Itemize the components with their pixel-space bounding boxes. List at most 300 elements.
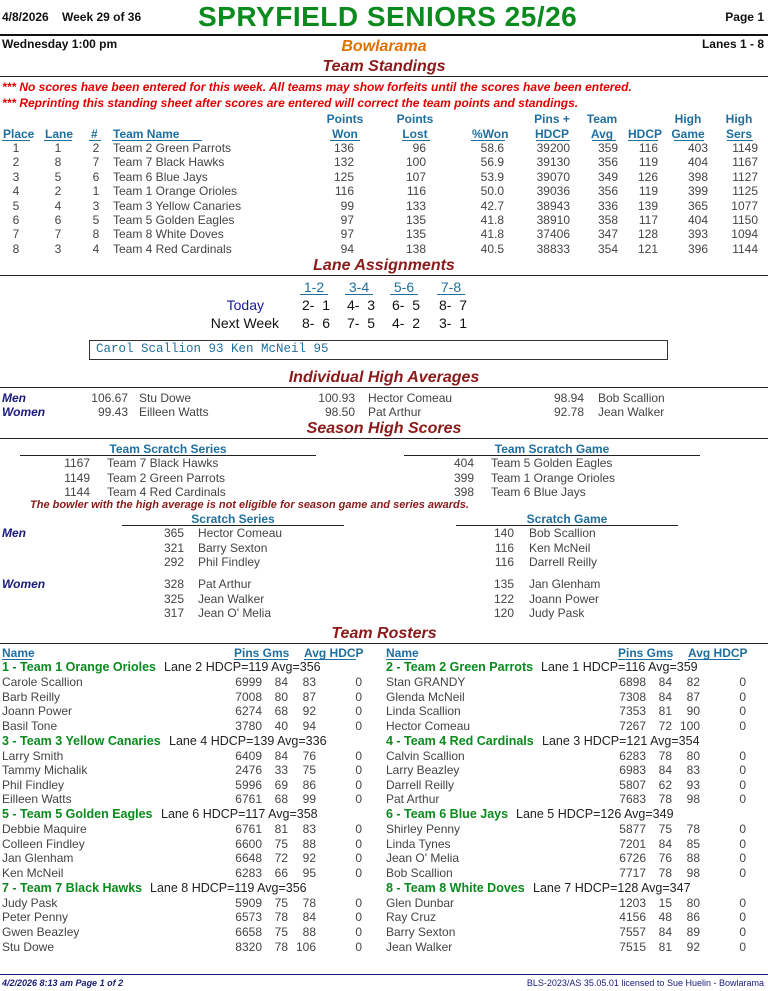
roster-player-games: 81 (658, 704, 672, 719)
roster-player-avg: 84 (302, 910, 316, 925)
pair-2: 3-4 (348, 279, 370, 295)
roster-team-meta: Lane 1 HDCP=116 Avg=359 (541, 660, 698, 674)
col-pts-won-1: Points (326, 112, 364, 126)
roster-player-hdcp: 0 (355, 777, 362, 792)
team-series-score: 1144 (64, 485, 90, 499)
roster-player-avg: 85 (686, 836, 700, 851)
scratch-series-title: Scratch Series (191, 512, 275, 526)
scratch-series-name: Hector Comeau (198, 526, 283, 540)
high-avg-value: 100.93 (318, 391, 355, 405)
col-pts-lost-1: Points (396, 112, 434, 126)
roster-player-hdcp: 0 (355, 792, 362, 807)
standing-lane: 3 (54, 241, 62, 256)
high-avg-value: 98.94 (553, 391, 584, 405)
message-box (89, 340, 668, 360)
scratch-game-name: Jan Glenham (529, 577, 601, 591)
roster-player-games: 80 (274, 689, 288, 704)
high-avg-name: Eilleen Watts (139, 405, 209, 419)
roster-player-avg: 92 (302, 704, 316, 719)
standing-high-series: 1144 (732, 241, 758, 256)
team-series-name: Team 7 Black Hawks (107, 456, 219, 470)
roster-player-avg: 83 (686, 763, 700, 778)
roster-player-hdcp: 0 (739, 836, 746, 851)
roster-player-hdcp: 0 (739, 895, 746, 910)
roster-player-pins: 8320 (235, 939, 262, 954)
roster-player-name: Glen Dunbar (386, 895, 455, 910)
standing-pts-won: 136 (333, 141, 354, 155)
standing-num: 1 (92, 184, 100, 199)
standing-pins: 39036 (536, 184, 570, 199)
high-avg-value: 98.50 (324, 405, 355, 419)
roster-player-games: 81 (658, 939, 672, 954)
standing-num: 5 (92, 213, 100, 227)
scratch-series-score: 317 (163, 606, 184, 620)
roster-player-games: 75 (658, 822, 672, 837)
roster-team-meta: Lane 7 HDCP=128 Avg=347 (533, 880, 691, 895)
roster-player-games: 15 (658, 895, 672, 910)
standings-title: Team Standings (322, 58, 446, 75)
roster-player-hdcp: 0 (355, 689, 362, 704)
roster-player-pins: 7267 (619, 718, 646, 733)
roster-player-name: Barry Sexton (386, 925, 456, 939)
roster-player-avg: 75 (302, 763, 316, 778)
roster-team-meta: Lane 3 HDCP=121 Avg=354 (542, 733, 700, 748)
season-high-title: Season High Scores (306, 420, 462, 437)
standing-pts-lost: 100 (405, 155, 426, 170)
standing-team: Team 7 Black Hawks (113, 155, 225, 170)
standing-pins: 39200 (536, 141, 570, 155)
women-label: Women (2, 405, 46, 419)
footer-right: BLS-2023/AS 35.05.01 licensed to Sue Huelin - Bowlarama (526, 978, 764, 988)
roster-player-games: 75 (274, 895, 288, 910)
roster-player-name: Eilleen Watts (2, 792, 72, 807)
roster-player-name: Colleen Findley (2, 836, 85, 851)
high-avg-value: 92.78 (553, 405, 584, 419)
notice-2: *** Reprinting this standing sheet after scores are entered will correct the team points and standings. (2, 96, 579, 110)
today-3: 6- 5 (392, 297, 421, 313)
standing-num: 3 (92, 198, 100, 213)
standing-pts-lost: 107 (405, 169, 426, 184)
standing-high-series: 1127 (732, 169, 758, 184)
standing-num: 2 (92, 141, 100, 155)
scratch-game-name: Joann Power (529, 591, 600, 606)
standing-lane: 4 (54, 198, 62, 213)
roster-player-pins: 1203 (619, 895, 646, 910)
roster-team-name: 3 - Team 3 Yellow Canaries (2, 733, 161, 748)
roster-player-avg: 78 (686, 822, 700, 837)
roster-player-avg: 87 (686, 689, 700, 704)
standing-place: 7 (12, 227, 20, 242)
standing-num: 6 (92, 169, 100, 184)
high-avg-value: 99.43 (97, 405, 128, 419)
standing-num: 8 (92, 227, 100, 242)
team-game-score: 398 (453, 485, 474, 499)
roster-player-games: 72 (658, 718, 672, 733)
standing-high-game: 365 (687, 198, 708, 213)
roster-player-avg: 80 (686, 895, 700, 910)
roster-player-name: Linda Scallion (386, 704, 461, 719)
roster-player-games: 84 (658, 763, 672, 778)
standing-high-series: 1150 (732, 213, 758, 227)
next-4: 3- 1 (439, 315, 468, 331)
standing-lane: 1 (54, 141, 62, 155)
men-label: Men (2, 391, 26, 405)
roster-player-hdcp: 0 (355, 748, 362, 763)
team-game-name: Team 5 Golden Eagles (491, 456, 613, 470)
roster-player-pins: 7201 (619, 836, 646, 851)
scratch-game-title: Scratch Game (526, 512, 608, 526)
roster-player-avg: 99 (302, 792, 316, 807)
standing-pct: 56.9 (480, 155, 504, 170)
roster-player-name: Larry Beazley (386, 763, 460, 778)
roster-player-pins: 5877 (619, 822, 646, 837)
col-avg-2: Avg (590, 127, 614, 141)
roster-player-hdcp: 0 (739, 866, 746, 880)
roster-player-hdcp: 0 (355, 704, 362, 719)
roster-player-hdcp: 0 (355, 851, 362, 866)
high-avg-name: Bob Scallion (598, 391, 665, 405)
standing-place: 5 (12, 198, 20, 213)
roster-player-avg: 88 (686, 851, 700, 866)
roster-player-games: 78 (658, 866, 672, 880)
standing-avg: 356 (597, 184, 618, 199)
team-series-name: Team 2 Green Parrots (107, 470, 226, 485)
roster-team-name: 6 - Team 6 Blue Jays (386, 807, 509, 822)
col-pins-2: HDCP (534, 127, 569, 141)
roster-player-avg: 106 (295, 939, 316, 954)
roster-player-games: 62 (658, 777, 672, 792)
standing-team: Team 4 Red Cardinals (113, 241, 232, 256)
standing-pins: 38833 (536, 241, 570, 256)
roster-player-name: Stan GRANDY (386, 675, 466, 689)
pair-3: 5-6 (393, 279, 415, 295)
standing-pins: 39130 (536, 155, 570, 170)
standing-avg: 359 (597, 141, 618, 155)
standing-lane: 8 (54, 155, 62, 170)
standing-hdcp: 117 (638, 213, 658, 227)
roster-col-name: Name (386, 646, 419, 660)
roster-player-games: 84 (658, 675, 672, 689)
standing-num: 7 (92, 155, 100, 170)
standing-pins: 38910 (536, 213, 570, 227)
roster-player-hdcp: 0 (355, 763, 362, 778)
roster-player-name: Tammy Michalik (2, 763, 88, 778)
standing-pts-lost: 138 (405, 241, 426, 256)
roster-player-name: Judy Pask (2, 895, 58, 910)
roster-player-hdcp: 0 (739, 704, 746, 719)
standing-pts-lost: 96 (412, 141, 426, 155)
footer-left: 4/2/2026 8:13 am Page 1 of 2 (2, 978, 124, 988)
standing-high-game: 399 (687, 184, 708, 199)
standing-place: 8 (12, 241, 20, 256)
scratch-series-score: 365 (163, 526, 184, 540)
standing-hdcp: 119 (638, 184, 658, 199)
standing-num: 4 (92, 241, 100, 256)
standing-high-series: 1125 (732, 184, 758, 199)
roster-player-pins: 5996 (235, 777, 262, 792)
standing-pts-lost: 135 (405, 227, 426, 242)
standing-pts-won: 97 (340, 227, 354, 242)
standing-pct: 58.6 (480, 141, 504, 155)
scratch-game-score: 122 (493, 591, 514, 606)
roster-player-pins: 4156 (619, 910, 646, 925)
scratch-series-score: 325 (163, 591, 184, 606)
roster-col-pins: Pins Gms (618, 646, 674, 660)
roster-player-games: 78 (658, 792, 672, 807)
team-game-title: Team Scratch Game (494, 442, 610, 456)
standing-avg: 347 (597, 227, 618, 242)
standing-lane: 7 (54, 227, 62, 242)
team-series-score: 1149 (64, 470, 90, 485)
roster-player-avg: 78 (302, 895, 316, 910)
high-avg-name: Stu Dowe (139, 391, 192, 405)
center-name: Bowlarama (341, 38, 427, 55)
roster-player-hdcp: 0 (355, 822, 362, 837)
roster-player-name: Jan Glenham (2, 851, 74, 866)
next-3: 4- 2 (392, 315, 421, 331)
scratch-series-name: Jean O' Melia (198, 606, 271, 620)
scratch-series-name: Jean Walker (198, 591, 265, 606)
roster-player-games: 78 (274, 939, 288, 954)
roster-player-avg: 88 (302, 836, 316, 851)
roster-player-games: 84 (274, 675, 288, 689)
roster-player-games: 84 (658, 836, 672, 851)
standing-high-game: 404 (687, 213, 708, 227)
standing-high-game: 403 (687, 141, 708, 155)
roster-player-pins: 6898 (619, 675, 646, 689)
roster-player-games: 78 (658, 748, 672, 763)
roster-team-meta: Lane 2 HDCP=119 Avg=356 (164, 660, 321, 674)
standing-pins: 39070 (536, 169, 570, 184)
roster-player-pins: 6283 (235, 866, 262, 880)
scratch-series-score: 321 (163, 540, 184, 555)
roster-player-name: Pat Arthur (386, 792, 440, 807)
scratch-series-score: 292 (163, 555, 184, 569)
standing-place: 2 (12, 155, 20, 170)
roster-player-avg: 95 (302, 866, 316, 880)
roster-player-name: Joann Power (2, 704, 73, 719)
scratch-game-score: 140 (493, 526, 514, 540)
roster-player-pins: 6573 (235, 910, 262, 925)
roster-player-games: 48 (658, 910, 672, 925)
standing-hdcp: 139 (637, 198, 658, 213)
roster-player-pins: 7557 (619, 925, 646, 939)
standing-team: Team 5 Golden Eagles (113, 213, 235, 227)
roster-player-games: 33 (274, 763, 288, 778)
roster-player-name: Jean O' Melia (386, 851, 459, 866)
standing-high-series: 1167 (732, 155, 758, 170)
roster-player-hdcp: 0 (739, 792, 746, 807)
roster-player-pins: 6999 (235, 675, 262, 689)
roster-player-games: 75 (274, 836, 288, 851)
roster-player-avg: 86 (302, 777, 316, 792)
standing-pins: 38943 (536, 198, 570, 213)
roster-player-name: Phil Findley (2, 777, 65, 792)
roster-player-avg: 98 (686, 792, 700, 807)
col-num: # (91, 127, 98, 141)
roster-player-games: 72 (274, 851, 288, 866)
roster-team-name: 2 - Team 2 Green Parrots (386, 660, 534, 674)
roster-player-games: 84 (274, 748, 288, 763)
roster-player-avg: 82 (686, 675, 700, 689)
standing-avg: 354 (597, 241, 618, 256)
standing-high-game: 396 (687, 241, 708, 256)
roster-player-pins: 6983 (619, 763, 646, 778)
roster-team-meta: Lane 6 HDCP=117 Avg=358 (161, 807, 318, 822)
col-hg-1: High (674, 112, 702, 126)
standing-team: Team 3 Yellow Canaries (113, 198, 242, 213)
print-date: 4/8/2026 (2, 10, 49, 24)
standing-team: Team 2 Green Parrots (113, 141, 232, 155)
today-label: Today (226, 297, 264, 313)
standing-high-series: 1077 (731, 198, 758, 213)
standing-hdcp: 121 (637, 241, 658, 256)
rosters-title: Team Rosters (331, 625, 437, 642)
roster-player-name: Ray Cruz (386, 910, 437, 925)
col-hs-1: High (725, 112, 753, 126)
roster-player-hdcp: 0 (739, 822, 746, 837)
standing-pts-won: 116 (334, 184, 354, 199)
roster-player-name: Jean Walker (386, 939, 453, 954)
roster-player-games: 76 (658, 851, 672, 866)
next-week-label: Next Week (210, 315, 279, 331)
roster-player-hdcp: 0 (355, 925, 362, 939)
roster-player-pins: 6283 (619, 748, 646, 763)
scratch-game-score: 120 (493, 606, 514, 620)
scratch-game-name: Bob Scallion (529, 526, 596, 540)
pair-4: 7-8 (440, 279, 462, 295)
week-label: Week 29 of 36 (62, 10, 142, 24)
high-avg-name: Hector Comeau (368, 391, 453, 405)
roster-player-hdcp: 0 (739, 748, 746, 763)
today-4: 8- 7 (439, 297, 468, 313)
roster-player-name: Basil Tone (2, 718, 58, 733)
roster-player-name: Shirley Penny (386, 822, 461, 837)
roster-player-pins: 6648 (235, 851, 262, 866)
roster-player-pins: 7683 (619, 792, 646, 807)
roster-player-avg: 100 (679, 718, 700, 733)
roster-player-name: Glenda McNeil (386, 689, 465, 704)
roster-player-games: 81 (274, 822, 288, 837)
roster-player-avg: 90 (686, 704, 700, 719)
roster-player-pins: 7308 (619, 689, 646, 704)
roster-team-name: 1 - Team 1 Orange Orioles (2, 660, 156, 674)
notice-1: *** No scores have been entered for this week. All teams may show forfeits until the scores have been entered. (2, 80, 632, 94)
standing-hdcp: 119 (638, 155, 658, 170)
standing-avg: 336 (597, 198, 618, 213)
standing-high-game: 404 (687, 155, 708, 170)
scratch-game-name: Ken McNeil (529, 540, 591, 555)
standing-pct: 41.8 (480, 227, 504, 242)
roster-player-avg: 87 (302, 689, 316, 704)
roster-team-name: 8 - Team 8 White Doves (386, 880, 525, 895)
roster-player-games: 78 (274, 910, 288, 925)
roster-team-meta: Lane 5 HDCP=126 Avg=349 (516, 807, 674, 822)
roster-player-avg: 93 (686, 777, 700, 792)
next-2: 7- 5 (347, 315, 376, 331)
roster-team-name: 4 - Team 4 Red Cardinals (386, 733, 534, 748)
standing-team: Team 1 Orange Orioles (113, 184, 238, 199)
roster-player-name: Larry Smith (2, 748, 64, 763)
roster-player-hdcp: 0 (739, 718, 746, 733)
roster-player-name: Linda Tynes (386, 836, 451, 851)
roster-col-name: Name (2, 646, 35, 660)
roster-team-meta: Lane 4 HDCP=139 Avg=336 (169, 733, 327, 748)
roster-player-avg: 83 (302, 675, 316, 689)
standing-lane: 5 (54, 169, 62, 184)
roster-player-name: Gwen Beazley (2, 925, 80, 939)
standing-high-game: 398 (687, 169, 708, 184)
roster-player-pins: 2476 (235, 763, 262, 778)
standing-high-game: 393 (687, 227, 708, 242)
scratch-series-score: 328 (163, 577, 184, 591)
roster-player-avg: 80 (686, 748, 700, 763)
standing-pct: 50.0 (480, 184, 504, 199)
roster-player-pins: 7717 (619, 866, 646, 880)
standing-pct: 41.8 (480, 213, 504, 227)
roster-player-pins: 6726 (619, 851, 646, 866)
col-team: Team Name (113, 127, 180, 141)
standing-hdcp: 116 (638, 141, 658, 155)
roster-col-pins: Pins Gms (234, 646, 290, 660)
roster-player-hdcp: 0 (739, 675, 746, 689)
high-avg-name: Pat Arthur (368, 405, 422, 419)
page-number: Page 1 (725, 10, 764, 24)
roster-player-hdcp: 0 (739, 910, 746, 925)
standing-place: 6 (12, 213, 20, 227)
sh-women-label: Women (2, 577, 46, 591)
roster-col-avg: Avg HDCP (304, 646, 364, 660)
roster-player-name: Bob Scallion (386, 866, 453, 880)
roster-team-name: 7 - Team 7 Black Hawks (2, 880, 143, 895)
roster-player-hdcp: 0 (355, 675, 362, 689)
high-averages-title: Individual High Averages (288, 369, 480, 386)
col-pins-1: Pins + (534, 112, 570, 126)
lane-assignments-title: Lane Assignments (313, 257, 455, 274)
roster-team-meta: Lane 8 HDCP=119 Avg=356 (150, 880, 307, 895)
col-pts-won-2: Won (332, 127, 358, 141)
roster-player-hdcp: 0 (355, 895, 362, 910)
roster-player-avg: 83 (302, 822, 316, 837)
roster-player-pins: 6761 (235, 792, 262, 807)
standing-pts-won: 99 (340, 198, 354, 213)
roster-player-hdcp: 0 (739, 851, 746, 866)
standing-pts-won: 132 (333, 155, 354, 170)
standing-lane: 6 (54, 213, 62, 227)
day-time: Wednesday 1:00 pm (2, 37, 118, 51)
sh-men-label: Men (2, 526, 26, 540)
roster-player-name: Stu Dowe (2, 939, 55, 954)
roster-player-avg: 76 (302, 748, 316, 763)
roster-player-avg: 98 (686, 866, 700, 880)
roster-player-name: Carole Scallion (2, 675, 83, 689)
roster-player-hdcp: 0 (355, 718, 362, 733)
roster-player-hdcp: 0 (739, 689, 746, 704)
standing-avg: 358 (597, 213, 618, 227)
standing-avg: 349 (597, 169, 618, 184)
scratch-series-name: Barry Sexton (198, 540, 268, 555)
roster-player-name: Peter Penny (2, 910, 69, 925)
standing-place: 4 (12, 184, 20, 199)
roster-player-pins: 7353 (619, 704, 646, 719)
roster-player-pins: 3780 (235, 718, 262, 733)
scratch-series-name: Phil Findley (198, 555, 261, 569)
roster-player-avg: 92 (302, 851, 316, 866)
roster-player-games: 84 (658, 689, 672, 704)
roster-player-name: Hector Comeau (386, 718, 471, 733)
team-series-title: Team Scratch Series (109, 442, 227, 456)
roster-player-games: 68 (274, 704, 288, 719)
